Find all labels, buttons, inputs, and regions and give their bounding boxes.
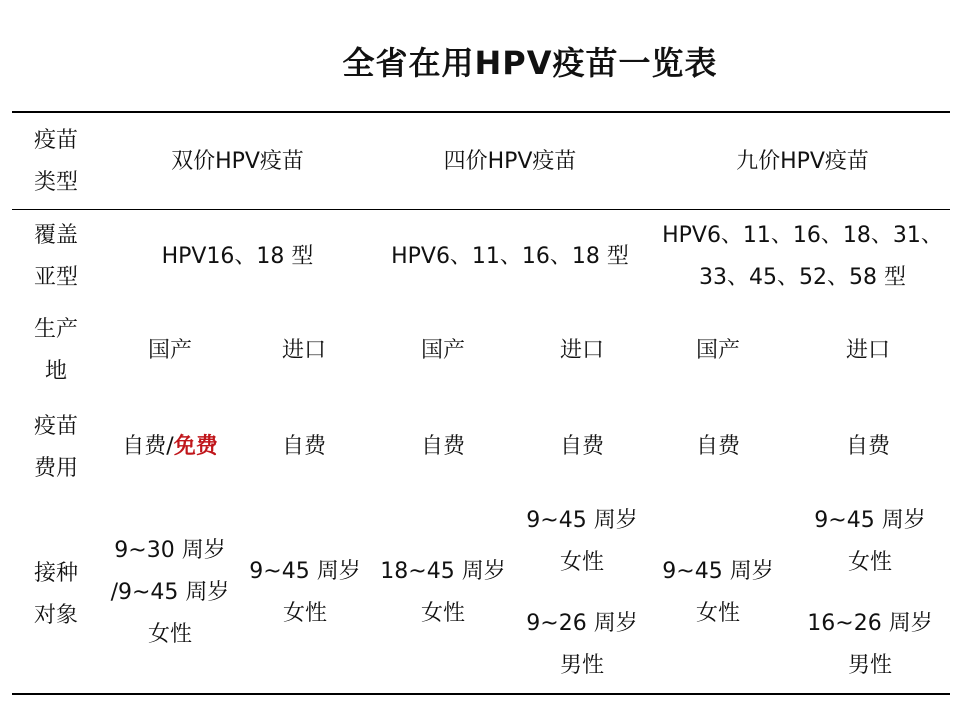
- header-quadrivalent: 四价HPV疫苗: [443, 149, 577, 174]
- cost-bi-domestic: [100, 426, 240, 468]
- target-nona-import-male: [795, 603, 945, 687]
- cost-self-pay: 自费/: [122, 434, 174, 459]
- target-line: 男性: [559, 653, 604, 678]
- target-line: /9~45 周岁: [110, 580, 230, 605]
- cost-quad-import: 自费: [559, 434, 604, 459]
- target-line: 女性: [695, 601, 740, 626]
- target-bi-domestic: [95, 530, 245, 656]
- subtype-nonavalent: [650, 213, 955, 301]
- row-label-line: 亚型: [33, 265, 78, 290]
- target-line: 女性: [847, 550, 892, 575]
- subtype-bivalent: HPV16、18 型: [161, 244, 314, 269]
- target-quad-import-male: [512, 603, 652, 687]
- target-line: 9~30 周岁: [114, 538, 226, 563]
- subtype-line: 33、45、52、58 型: [699, 265, 906, 290]
- page-title: 全省在用HPV疫苗一览表: [342, 44, 718, 82]
- row-label-line: 生产: [33, 317, 78, 342]
- target-line: 女性: [147, 622, 192, 647]
- row-label-target: [20, 551, 92, 639]
- table-header-rule: [12, 209, 950, 210]
- target-nona-import-female: [795, 500, 945, 584]
- origin-bi-domestic: 国产: [147, 338, 192, 363]
- target-line: 9~45 周岁: [662, 559, 774, 584]
- subtype-line: HPV6、11、16、18、31、: [662, 223, 943, 248]
- row-label-vaccine-type: [20, 118, 92, 206]
- table-bottom-rule: [12, 693, 950, 695]
- header-bivalent: 双价HPV疫苗: [171, 149, 304, 174]
- subtype-quadrivalent: HPV6、11、16、18 型: [391, 244, 629, 269]
- target-line: 男性: [847, 653, 892, 678]
- target-nona-domestic: [648, 551, 788, 635]
- cost-quad-domestic: 自费: [420, 434, 465, 459]
- row-label-line: 覆盖: [33, 223, 78, 248]
- cost-nona-import: 自费: [845, 434, 890, 459]
- header-nonavalent: 九价HPV疫苗: [736, 149, 869, 174]
- row-label-line: 地: [44, 359, 67, 384]
- row-label-subtype: [20, 213, 92, 301]
- target-line: 9~45 周岁: [814, 508, 926, 533]
- origin-bi-import: 进口: [281, 338, 326, 363]
- row-label-line: 类型: [33, 170, 78, 195]
- target-line: 18~45 周岁: [380, 559, 506, 584]
- target-line: 9~26 周岁: [526, 611, 638, 636]
- row-label-cost: [20, 404, 92, 492]
- cost-bi-import: 自费: [281, 434, 326, 459]
- target-quad-import-female: [512, 500, 652, 584]
- target-line: 女性: [559, 550, 604, 575]
- row-label-line: 费用: [33, 456, 78, 481]
- target-quad-domestic: [373, 551, 513, 635]
- origin-nona-domestic: 国产: [695, 338, 740, 363]
- origin-quad-domestic: 国产: [420, 338, 465, 363]
- row-label-line: 疫苗: [33, 128, 78, 153]
- target-line: 女性: [282, 601, 327, 626]
- target-line: 16~26 周岁: [807, 611, 933, 636]
- origin-quad-import: 进口: [559, 338, 604, 363]
- table-top-rule: [12, 111, 950, 113]
- origin-nona-import: 进口: [845, 338, 890, 363]
- cost-free-highlight: 免费: [173, 434, 218, 459]
- target-line: 9~45 周岁: [249, 559, 361, 584]
- row-label-line: 接种: [33, 561, 78, 586]
- row-label-origin: [20, 307, 92, 395]
- cost-nona-domestic: 自费: [695, 434, 740, 459]
- target-line: 9~45 周岁: [526, 508, 638, 533]
- row-label-line: 对象: [33, 603, 78, 628]
- row-label-line: 疫苗: [33, 414, 78, 439]
- target-bi-import: [238, 551, 372, 635]
- target-line: 女性: [420, 601, 465, 626]
